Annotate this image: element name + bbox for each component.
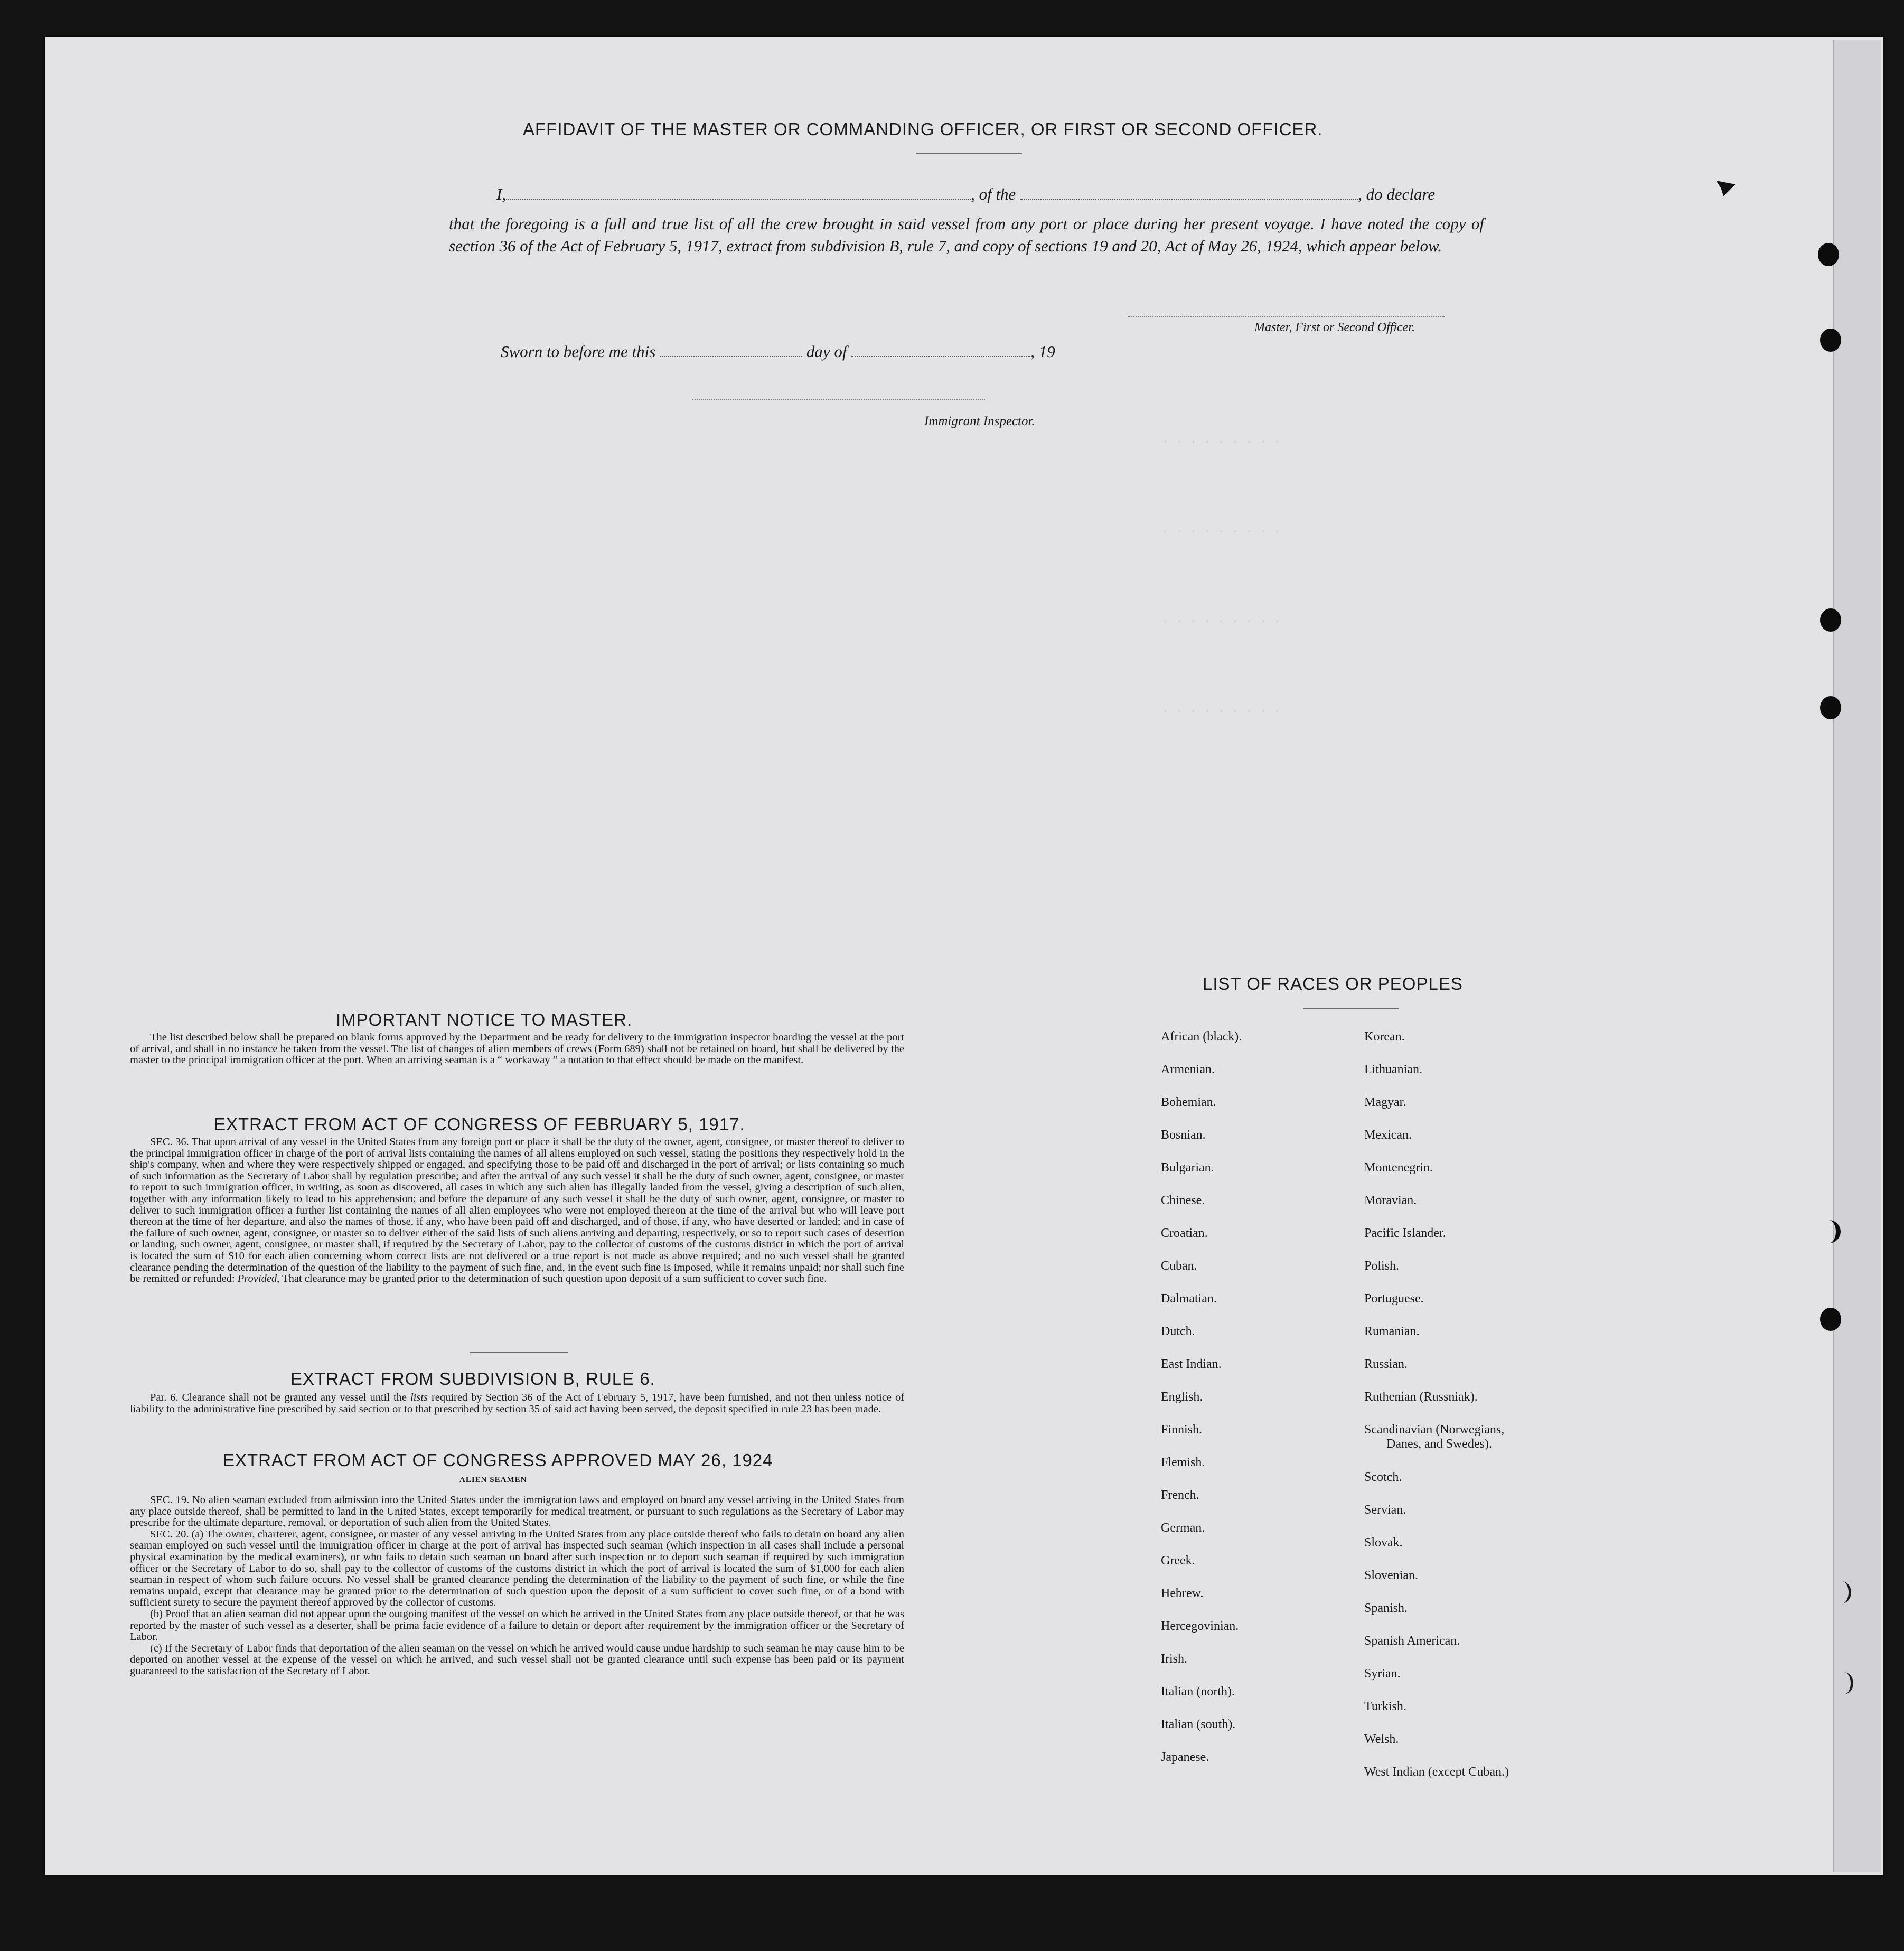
- race-item: Hebrew.: [1161, 1587, 1204, 1600]
- proviso-word: Provided,: [237, 1273, 280, 1285]
- race-item: Polish.: [1364, 1259, 1400, 1273]
- binder-hole-icon: [1820, 1308, 1841, 1331]
- section-20b-text: (b) Proof that an alien seaman did not appear upon the outgoing manifest of the vessel on which he arrived in the United States from any place outside thereof, or that he was reported by the master of such vessel as a deserter, shall be prima facie evidence of a failure to detain or deport after requirement by the immigration officer or the Secretary of Labor.: [130, 1608, 904, 1643]
- extract-1917-text: [130, 1137, 904, 1285]
- race-item: Moravian.: [1364, 1194, 1417, 1207]
- declaration-i: I,: [496, 185, 507, 203]
- race-item: West Indian (except Cuban.): [1364, 1765, 1509, 1779]
- binder-hole-icon: [1817, 1220, 1841, 1243]
- race-item: Flemish.: [1161, 1456, 1205, 1469]
- race-item: Rumanian.: [1364, 1325, 1420, 1338]
- rule6-text-a: Par. 6. Clearance shall not be granted any vessel until the: [150, 1392, 407, 1403]
- bleed-through-text: . . . . . . . . .: [1162, 433, 1281, 446]
- signature-caption: Master, First or Second Officer.: [1254, 321, 1415, 334]
- race-item: Armenian.: [1161, 1063, 1215, 1076]
- inspector-signature-line[interactable]: [692, 399, 985, 400]
- race-item: Chinese.: [1161, 1194, 1205, 1207]
- race-item: Italian (north).: [1161, 1685, 1235, 1699]
- signature-line[interactable]: [1128, 316, 1445, 317]
- races-title: LIST OF RACES OR PEOPLES: [1203, 974, 1463, 993]
- race-item: Turkish.: [1364, 1700, 1406, 1713]
- alien-seamen-subtitle: ALIEN SEAMEN: [459, 1476, 527, 1484]
- race-item: Spanish.: [1364, 1601, 1408, 1615]
- race-item: French.: [1161, 1488, 1199, 1502]
- binder-hole-icon: [1818, 243, 1839, 266]
- bleed-through-text: . . . . . . . . .: [1162, 702, 1281, 716]
- race-item: Russian.: [1364, 1357, 1408, 1371]
- race-item: Slovak.: [1364, 1536, 1403, 1550]
- extract-rule6-title: EXTRACT FROM SUBDIVISION B, RULE 6.: [290, 1369, 655, 1389]
- race-item: African (black).: [1161, 1030, 1242, 1044]
- officer-name-field[interactable]: [506, 199, 971, 200]
- declaration-of-the: , of the: [971, 185, 1016, 203]
- race-item: Greek.: [1161, 1554, 1195, 1568]
- race-item: Ruthenian (Russniak).: [1364, 1390, 1478, 1404]
- race-item: Bohemian.: [1161, 1095, 1216, 1109]
- notice-title: IMPORTANT NOTICE TO MASTER.: [336, 1010, 633, 1029]
- sworn-day-field[interactable]: [660, 356, 802, 357]
- proviso-text: That clearance may be granted prior to the determination of such question upon deposit of a sum sufficient to cover such fine.: [282, 1273, 827, 1285]
- race-item: Bosnian.: [1161, 1128, 1206, 1142]
- race-item: Lithuanian.: [1364, 1063, 1422, 1076]
- section-36-text: SEC. 36. That upon arrival of any vessel in the United States from any foreign port or place it shall be the duty of the owner, agent, consignee, or master thereof to deliver to the principal immigration officer in charge of the port of arrival lists containing the names of all aliens employed on such vessel, stating the positions they respectively hold in the ship's company, when and where they were respectively shipped or engaged, and specifying those to be paid off and discharged in the port of arrival; or lists containing so much of such information as the Secretary of Labor shall by regulation prescribe; and after the arrival of any such vessel it shall be the duty of such owner, agent, consignee, or master to report to such immigration officer, in writing, as soon as discovered, all cases in which any such alien has illegally landed from the vessel, giving a description of such alien, together with any information likely to lead to his apprehension; and before the departure of any such vessel it shall be the duty of such owner, agent, consignee, or master to deliver to such immigration officer a further list containing the names of all alien employees who were not employed thereon at the time of the arrival but who will leave port thereon at the time of her departure, and also the names of those, if any, who have been paid off and discharged, and of those, if any, who have deserted or landed; and in case of the failure of such owner, agent, consignee, or master so to deliver either of the said lists of such aliens arriving and departing, respectively, or so to report such cases of desertion or landing, such owner, agent, consignee, or master shall, if required by the Secretary of Labor, pay to the collector of customs of the customs district in which the port of arrival is located the sum of $10 for each alien concerning whom correct lists are not delivered or a true report is not made as above required; and no such vessel shall be granted clearance pending the determination of the question of the liability to the payment of such fine, and, in the event such fine is imposed, while it remains unpaid; nor shall such fine be remitted or refunded:: [130, 1136, 904, 1285]
- race-item: Hercegovinian.: [1161, 1619, 1239, 1633]
- race-item: Scandinavian (Norwegians,: [1364, 1423, 1505, 1437]
- race-item: Cuban.: [1161, 1259, 1197, 1273]
- extract-rule6-text: [130, 1392, 904, 1415]
- affidavit-text: that the foregoing is a full and true list of all the crew brought in said vessel from any port or place during her present voyage. I have noted the copy of section 36 of the Act of February 5, 1917, extract from subdivision B, rule 7, and copy of sections 19 and 20, Act of May 26, 1924, which appear below.: [449, 214, 1484, 255]
- race-item: Dalmatian.: [1161, 1292, 1217, 1306]
- declaration-do-declare: , do declare: [1358, 185, 1436, 203]
- extract-1924-title: EXTRACT FROM ACT OF CONGRESS APPROVED MAY 26, 1924: [223, 1450, 773, 1470]
- race-item: Dutch.: [1161, 1325, 1195, 1338]
- section-19-text: SEC. 19. No alien seaman excluded from admission into the United States under the immigration laws and employed on board any vessel arriving in the United States from any place outside thereof, shall be permitted to land in the United States, except temporarily for medical treatment, or pursuant to such regulations as the Secretary of Labor may prescribe for the ultimate departure, removal, or deportation of such alien from the United States.: [130, 1494, 904, 1529]
- extract-1917-title: EXTRACT FROM ACT OF CONGRESS OF FEBRUARY 5, 1917.: [214, 1114, 745, 1134]
- year-text: , 19: [1030, 342, 1055, 361]
- race-item: Welsh.: [1364, 1732, 1399, 1746]
- day-of-text: day of: [806, 342, 847, 361]
- race-item: Slovenian.: [1364, 1569, 1418, 1582]
- race-item: Spanish American.: [1364, 1634, 1460, 1648]
- race-item: Bulgarian.: [1161, 1161, 1214, 1175]
- sworn-text: Sworn to before me this: [501, 342, 656, 361]
- rule6-lists-word: lists: [410, 1392, 428, 1403]
- race-item: Mexican.: [1364, 1128, 1412, 1142]
- race-continuation: Danes, and Swedes).: [1386, 1437, 1492, 1451]
- race-item: Montenegrin.: [1364, 1161, 1433, 1175]
- binder-hole-icon: [1833, 1581, 1851, 1603]
- race-item: English.: [1161, 1390, 1203, 1404]
- binder-hole-icon: [1820, 329, 1841, 352]
- race-item: Croatian.: [1161, 1226, 1208, 1240]
- title-divider: [916, 153, 1022, 154]
- race-item: Portuguese.: [1364, 1292, 1424, 1306]
- extract-1924-text: [130, 1495, 904, 1677]
- race-item: Magyar.: [1364, 1095, 1406, 1109]
- section-20c-text: (c) If the Secretary of Labor finds that deportation of the alien seaman on the vessel on which he arrived would cause undue hardship to such seaman he may cause him to be deported on another vessel at the expense of the vessel on which he arrived, and such vessel shall not be granted clearance until such expense has been paid or its payment guaranteed to the satisfaction of the Secretary of Labor.: [130, 1642, 904, 1677]
- section-divider: [470, 1352, 568, 1353]
- section-20a-text: SEC. 20. (a) The owner, charterer, agent, consignee, or master of any vessel arriving in the United States from any place outside thereof who fails to detain on board any alien seaman employed on such vessel until the immigration officer in charge at the port of arrival has inspected such seaman (which inspection in all cases shall include a personal physical examination by the medical examiners), or who fails to detain such seaman on board after such inspection or to deport such seaman if required by such immigration officer or the Secretary of Labor to do so, shall pay to the collector of customs of the customs district in which the port of arrival is located the sum of $1,000 for each alien seaman in respect of whom such failure occurs. No vessel shall be granted clearance pending the determination of the liability to the payment of such fine, or while the fine remains unpaid, except that clearance may be granted prior to the determination of such question upon the deposit of a sum sufficient to cover such fine, or of a bond with sufficient surety to secure the payment thereof approved by the collector of customs.: [130, 1528, 904, 1609]
- vessel-name-field[interactable]: [1020, 199, 1358, 200]
- race-item: Japanese.: [1161, 1750, 1209, 1764]
- race-item: Italian (south).: [1161, 1718, 1236, 1731]
- sworn-month-field[interactable]: [851, 356, 1030, 357]
- sworn-line: [501, 342, 1055, 361]
- binder-hole-icon: [1835, 1672, 1853, 1694]
- binder-hole-icon: [1820, 696, 1841, 719]
- races-title-divider: [1303, 1008, 1399, 1009]
- race-item: Servian.: [1364, 1503, 1406, 1517]
- bleed-through-text: . . . . . . . . .: [1162, 613, 1281, 626]
- bleed-through-text: . . . . . . . . .: [1162, 523, 1281, 536]
- notice-text: The list described below shall be prepared on blank forms approved by the Department and be ready for delivery to the immigration inspector boarding the vessel at the port of arrival, and shall in no instance be taken from the vessel. The list of changes of alien members of crews (Form 689) shall not be retained on board, but shall be delivered by the master to the principal immigration officer at the port. When an arriving seaman is a “ workaway ” a notation to that effect should be made on the manifest.: [130, 1031, 904, 1066]
- rule6-text-b: required by Section 36 of the Act of February 5, 1917, have been furnished, and not then unless notice of liability to the administrative fine prescribed by said section or to that prescribed by section 35 of said act having been served, the deposit specified in rule 23 has been made.: [130, 1392, 905, 1415]
- race-item: East Indian.: [1161, 1357, 1222, 1371]
- race-item: Syrian.: [1364, 1667, 1401, 1681]
- binder-hole-icon: [1820, 608, 1841, 632]
- affidavit-declaration-line: [496, 185, 1435, 204]
- race-item: German.: [1161, 1521, 1205, 1535]
- inspector-caption: Immigrant Inspector.: [924, 414, 1035, 428]
- race-item: Scotch.: [1364, 1470, 1402, 1484]
- race-item: Korean.: [1364, 1030, 1405, 1044]
- affidavit-title: AFFIDAVIT OF THE MASTER OR COMMANDING OFFICER, OR FIRST OR SECOND OFFICER.: [523, 119, 1323, 139]
- race-item: Finnish.: [1161, 1423, 1203, 1437]
- race-item: Pacific Islander.: [1364, 1226, 1446, 1240]
- race-item: Irish.: [1161, 1652, 1187, 1666]
